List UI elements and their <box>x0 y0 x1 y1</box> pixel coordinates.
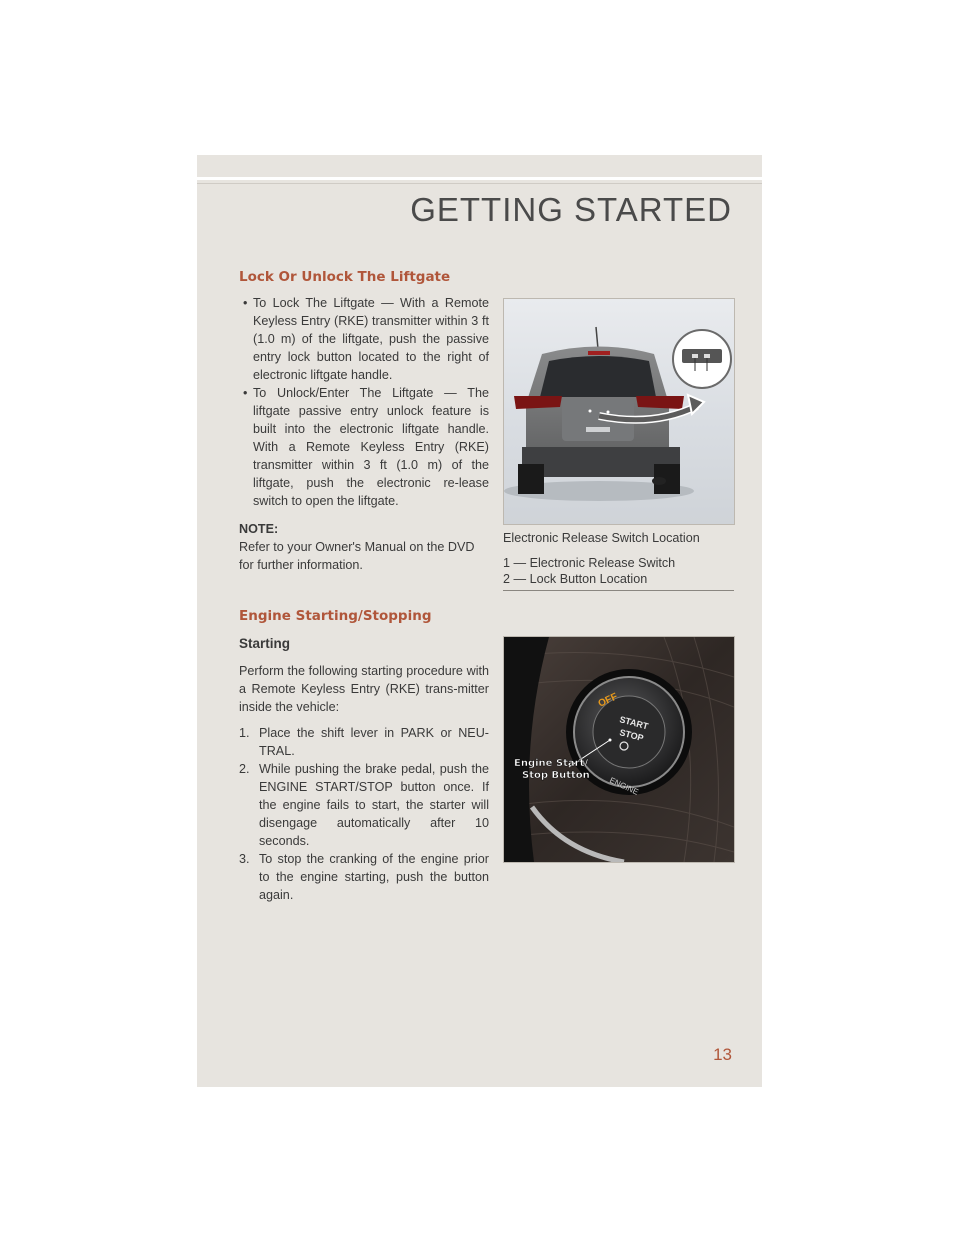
header-rule <box>197 177 762 180</box>
jeep-rear-illustration <box>504 299 734 524</box>
page-number: 13 <box>713 1045 732 1064</box>
liftgate-heading: Lock Or Unlock The Liftgate <box>239 269 451 285</box>
note-text: Refer to your Owner's Manual on the DVD for further information. <box>239 540 475 572</box>
step-item: 3. To stop the cranking of the engine prior to the engine starting, push the button again. <box>239 852 489 902</box>
figure-legend-item: 2 — Lock Button Location <box>503 572 648 586</box>
liftgate-bullet: • To Unlock/Enter The Liftgate — The liftgate passive entry unlock feature is built into the electronic liftgate handle. With a Remote Keyless Entry (RKE) transmitter within 3 ft (1.0 m) of the liftgate, push the electronic re-lease switch to open the liftgate. <box>243 386 489 508</box>
figure-legend-item: 1 — Electronic Release Switch <box>503 556 676 570</box>
liftgate-photo <box>503 298 735 525</box>
photo-callout-line2: Stop Button <box>522 770 590 781</box>
header-rule-thin <box>197 183 762 184</box>
off-label: OFF <box>596 691 620 710</box>
step-item: 2. While pushing the brake pedal, push the ENGINE START/STOP button once. If the engine fails to start, the starter will disengage automatically after 10 seconds. <box>239 762 489 848</box>
start-stop-illustration <box>504 637 734 862</box>
stop-label: STOP <box>618 727 645 744</box>
liftgate-figure-caption: Electronic Release Switch Location <box>503 531 700 545</box>
caption-rule <box>503 590 734 591</box>
engine-body <box>239 635 489 904</box>
engine-intro: Perform the following starting procedure with a Remote Keyless Entry (RKE) trans-mitter inside the vehicle: <box>239 664 489 714</box>
step-item: 1. Place the shift lever in PARK or NEU-TRAL. <box>239 726 489 758</box>
start-label: START <box>618 714 650 732</box>
section-title: GETTING STARTED <box>410 191 732 228</box>
photo-callout-line1: Engine Start/ <box>514 758 589 769</box>
note-label: NOTE: <box>239 522 279 536</box>
engine-heading: Engine Starting/Stopping <box>239 608 432 624</box>
liftgate-bullet: • To Lock The Liftgate — With a Remote Keyless Entry (RKE) transmitter within 3 ft (1.0 m) of the liftgate, push the passive entry lock button located to the right of electronic liftgate handle. <box>243 296 489 382</box>
liftgate-body <box>239 294 489 574</box>
manual-page <box>197 155 762 1087</box>
engine-label: ENGINE <box>608 775 640 797</box>
starting-subheading: Starting <box>239 636 291 651</box>
start-stop-photo <box>503 636 735 863</box>
